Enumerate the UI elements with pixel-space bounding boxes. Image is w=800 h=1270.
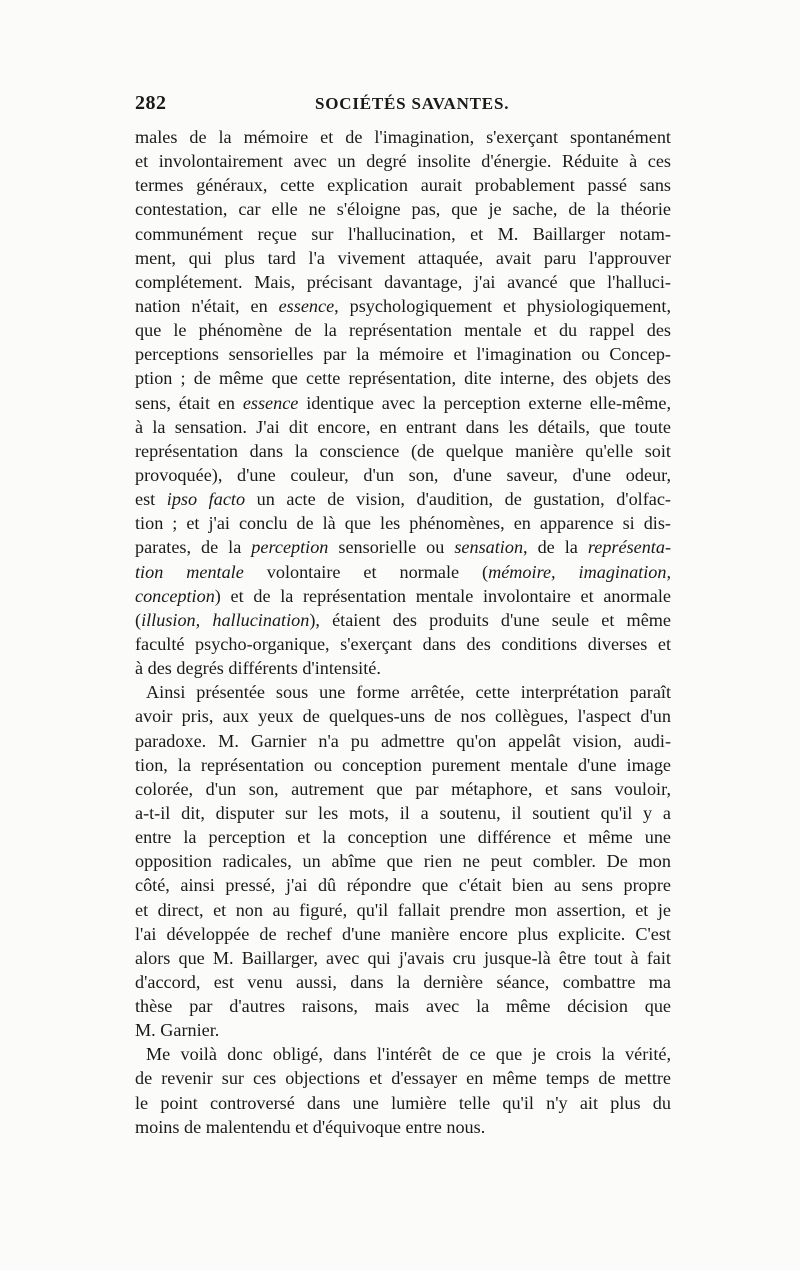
- text-segment: provoquée), d'une couleur, d'un son, d'une saveur, d'une odeur,: [135, 464, 671, 485]
- text-line: [135, 463, 671, 487]
- italic-text: perception: [251, 537, 329, 558]
- text-line: [135, 922, 671, 946]
- text-segment: termes généraux, cette explication aurait probablement passé sans: [135, 175, 671, 196]
- text-line: [135, 608, 671, 632]
- text-line: [135, 391, 671, 415]
- text-segment: avoir pris, aux yeux de quelques-uns de nos collègues, l'aspect d'un: [135, 706, 671, 727]
- text-line: [135, 197, 671, 221]
- text-segment: perceptions sensorielles par la mémoire et l'imagination ou Concep-: [135, 344, 671, 365]
- text-segment: de revenir sur ces objections et d'essayer en même temps de mettre: [135, 1068, 671, 1089]
- text-segment: côté, ainsi pressé, j'ai dû répondre que c'était bien au sens propre: [135, 875, 671, 896]
- page-number: 282: [135, 92, 167, 114]
- text-line: [135, 173, 671, 197]
- text-line: [135, 970, 671, 994]
- text-line: [135, 1115, 671, 1139]
- italic-text: tion mentale: [135, 561, 244, 582]
- text-line: [135, 801, 671, 825]
- italic-text: mémoire, imagination,: [488, 561, 671, 582]
- text-line: [135, 656, 671, 680]
- text-line: [135, 342, 671, 366]
- text-segment: le point controversé dans une lumière telle qu'il n'y ait plus du: [135, 1092, 671, 1113]
- text-segment: , de la: [523, 537, 588, 558]
- text-segment: M. Garnier.: [135, 1020, 220, 1041]
- page-header: [135, 92, 671, 120]
- text-segment: ) et de la représentation mentale involontaire et anormale: [214, 585, 671, 606]
- text-segment: males de la mémoire et de l'imagination, s'exerçant spontanément: [135, 127, 671, 147]
- text-segment: ment, qui plus tard l'a vivement attaquée, avait paru l'approuver: [135, 247, 671, 268]
- text-segment: d'accord, est venu aussi, dans la dernière séance, combattre ma: [135, 971, 671, 992]
- text-segment: que le phénomène de la représentation mentale et du rappel des: [135, 320, 671, 341]
- italic-text: conception: [135, 585, 215, 606]
- text-line: [135, 729, 671, 753]
- text-segment: paradoxe. M. Garnier n'a pu admettre qu'on appelât vision, audi-: [135, 730, 671, 751]
- text-line: [135, 1066, 671, 1090]
- text-line: [135, 125, 671, 149]
- text-line: [135, 149, 671, 173]
- italic-text: essence: [278, 295, 335, 316]
- text-segment: tion ; et j'ai conclu de là que les phénomènes, en apparence si dis-: [135, 513, 671, 534]
- text-line: [135, 849, 671, 873]
- text-segment: colorée, d'un son, autrement que par métaphore, et sans vouloir,: [135, 778, 671, 799]
- text-segment: et involontairement avec un degré insolite d'énergie. Réduite à ces: [135, 151, 671, 172]
- italic-text: illusion, hallucination: [141, 609, 310, 630]
- text-line: [135, 632, 671, 656]
- text-line: [135, 535, 671, 559]
- text-line: [135, 439, 671, 463]
- text-segment: l'ai développée de rechef d'une manière encore plus explicite. C'est: [135, 923, 671, 944]
- italic-text: sensation: [454, 537, 524, 558]
- text-line: [135, 584, 671, 608]
- text-segment: faculté psycho-organique, s'exerçant dans des conditions diverses et: [135, 633, 671, 654]
- text-line: [135, 366, 671, 390]
- text-segment: volontaire et normale (: [243, 561, 489, 582]
- italic-text: représenta-: [587, 537, 672, 558]
- text-line: [135, 487, 671, 511]
- running-title: SOCIÉTÉS SAVANTES.: [315, 94, 510, 113]
- text-segment: représentation dans la conscience (de quelque manière qu'elle soit: [135, 440, 671, 461]
- text-line: [135, 1018, 671, 1042]
- text-segment: tion, la représentation ou conception purement mentale d'une image: [135, 754, 671, 775]
- text-segment: moins de malentendu et d'équivoque entre nous.: [135, 1116, 486, 1137]
- italic-text: ipso facto: [166, 489, 246, 510]
- text-segment: à la sensation. J'ai dit encore, en entrant dans les détails, que toute: [135, 416, 671, 437]
- text-line: [135, 753, 671, 777]
- text-segment: , psychologiquement et physiologiquement,: [334, 295, 671, 316]
- text-segment: a-t-il dit, disputer sur les mots, il a soutenu, il soutient qu'il y a: [135, 802, 671, 823]
- text-line: [135, 318, 671, 342]
- text-segment: un acte de vision, d'audition, de gustation, d'olfac-: [245, 489, 671, 510]
- text-line: [135, 1091, 671, 1115]
- text-line: [135, 994, 671, 1018]
- text-line: [135, 415, 671, 439]
- text-segment: ption ; de même que cette représentation, dite interne, des objets des: [135, 368, 671, 389]
- text-line: [135, 898, 671, 922]
- text-line: [135, 511, 671, 535]
- text-line: [135, 246, 671, 270]
- text-line: [135, 680, 671, 704]
- text-segment: sensorielle ou: [328, 537, 455, 558]
- text-line: [135, 294, 671, 318]
- text-segment: entre la perception et la conception une différence et même une: [135, 827, 671, 848]
- text-segment: est: [135, 489, 167, 510]
- text-line: [135, 777, 671, 801]
- text-segment: opposition radicales, un abîme que rien ne peut combler. De mon: [135, 851, 671, 872]
- text-segment: et direct, et non au figuré, qu'il fallait prendre mon assertion, et je: [135, 899, 671, 920]
- text-segment: communément reçue sur l'hallucination, et M. Baillarger notam-: [135, 223, 671, 244]
- text-segment: Me voilà donc obligé, dans l'intérêt de ce que je crois la vérité,: [146, 1044, 671, 1065]
- text-segment: à des degrés différents d'intensité.: [135, 658, 381, 679]
- text-line: [135, 825, 671, 849]
- text-segment: identique avec la perception externe elle-même,: [298, 392, 672, 413]
- text-line: [135, 873, 671, 897]
- text-line: [135, 704, 671, 728]
- text-segment: nation n'était, en: [135, 295, 279, 316]
- text-segment: alors que M. Baillarger, avec qui j'avais cru jusque-là être tout à fait: [135, 947, 671, 968]
- text-segment: (: [135, 609, 142, 630]
- text-segment: complétement. Mais, précisant davantage, j'ai avancé que l'halluci-: [135, 271, 671, 292]
- text-segment: ), étaient des produits d'une seule et même: [309, 609, 671, 630]
- text-segment: thèse par d'autres raisons, mais avec la même décision que: [135, 996, 671, 1017]
- text-segment: contestation, car elle ne s'éloigne pas, que je sache, de la théorie: [135, 199, 671, 220]
- body-text: [135, 125, 671, 1139]
- text-line: [135, 946, 671, 970]
- text-segment: sens, était en: [135, 392, 243, 413]
- text-line: [135, 1042, 671, 1066]
- text-segment: Ainsi présentée sous une forme arrêtée, cette interprétation paraît: [146, 682, 671, 703]
- text-line: [135, 560, 671, 584]
- text-line: [135, 222, 671, 246]
- text-line: [135, 270, 671, 294]
- italic-text: essence: [242, 392, 299, 413]
- text-segment: parates, de la: [135, 537, 252, 558]
